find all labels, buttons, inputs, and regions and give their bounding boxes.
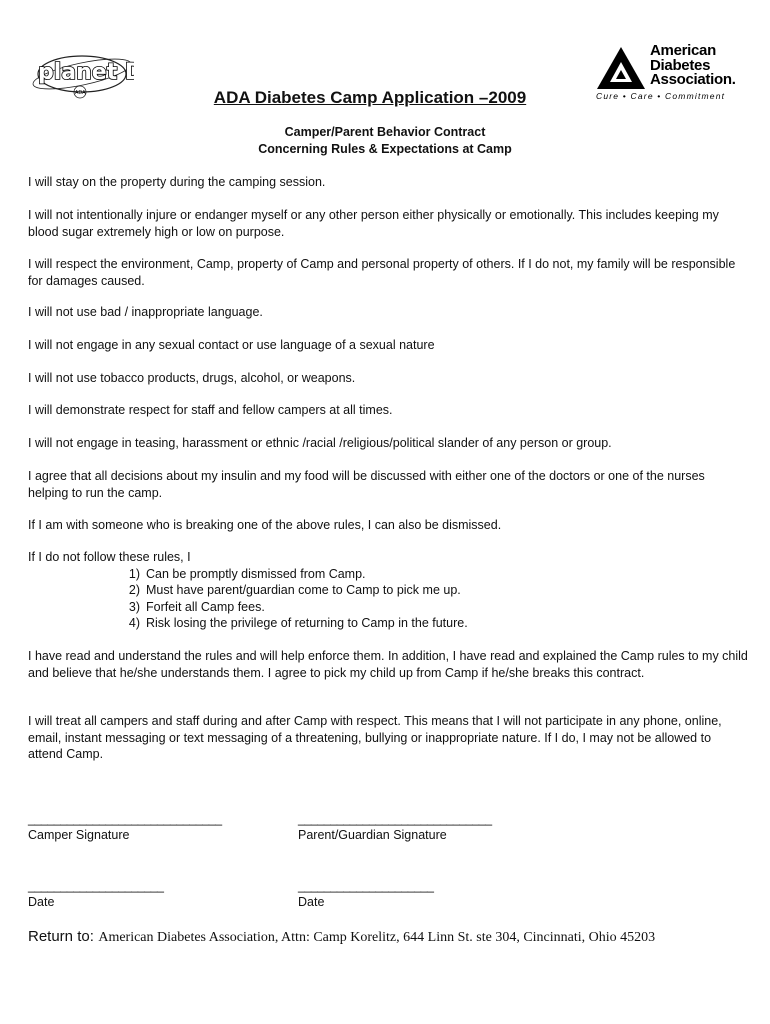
camper-date-line[interactable]: _____________________ <box>28 879 164 893</box>
rule-5: I will not engage in any sexual contact or use language of a sexual nature <box>28 338 435 352</box>
page-title: ADA Diabetes Camp Application –2009 <box>213 88 527 107</box>
rule-9: I agree that all decisions about my insulin and my food will be discussed with either one of the doctors or one of the nurses helping to run the camp. <box>28 469 705 500</box>
consequence-text: Risk losing the privilege of returning to Camp in the future. <box>146 616 468 630</box>
consequence-item-1 <box>116 566 366 583</box>
subtitle-contract: Camper/Parent Behavior Contract <box>284 125 486 139</box>
consequence-item-3 <box>116 599 265 616</box>
ada-name <box>650 44 736 88</box>
rule-2: I will not intentionally injure or endanger myself or any other person either physically or emotionally. This includes keeping my blood sugar extremely high or low on purpose. <box>28 208 719 239</box>
rule-4: I will not use bad / inappropriate language. <box>28 305 263 319</box>
ada-triangle-icon <box>596 46 646 90</box>
rule-10: If I am with someone who is breaking one of the above rules, I can also be dismissed. <box>28 518 502 532</box>
parent-statement: I have read and understand the rules and will help enforce them. In addition, I have read and explained the Camp rules to my child and believe that he/she understands them. I agree to pick my child up from Camp if he/she breaks this contract. <box>28 649 748 680</box>
ada-name-line-1: American <box>650 42 716 59</box>
parent-signature-label: Parent/Guardian Signature <box>298 828 447 842</box>
consequence-item-4 <box>116 615 468 632</box>
camper-signature-label: Camper Signature <box>28 828 130 842</box>
planet-d-small-text: ADA <box>75 90 86 96</box>
rule-3: I will respect the environment, Camp, property of Camp and personal property of others. If I do not, my family will be responsible for damages caused. <box>28 257 736 288</box>
planet-d-text: planet D <box>38 60 134 85</box>
ada-name-line-3: Association. <box>650 71 736 88</box>
consequence-number: 2) <box>128 583 140 597</box>
consequence-item-2 <box>116 582 461 599</box>
rule-6: I will not use tobacco products, drugs, alcohol, or weapons. <box>28 371 356 385</box>
consequence-text: Must have parent/guardian come to Camp to pick me up. <box>146 583 461 597</box>
camper-signature-line[interactable]: ______________________________ <box>28 812 222 826</box>
ada-name-line-2: Diabetes <box>650 56 711 74</box>
ada-tagline: Cure • Care • Commitment <box>596 91 726 101</box>
consequence-text: Can be promptly dismissed from Camp. <box>146 567 366 581</box>
consequence-number: 3) <box>128 600 140 614</box>
parent-date-line[interactable]: _____________________ <box>298 879 434 893</box>
treatment-statement: I will treat all campers and staff during and after Camp with respect. This means that I will not participate in any phone, online, email, instant messaging or text messaging of a threatening, bullying or inappropriate nature. If I do, I may not be allowed to attend Camp. <box>28 714 722 761</box>
subtitle-rules: Concerning Rules & Expectations at Camp <box>258 142 512 156</box>
return-label: Return to: <box>28 928 94 945</box>
rule-1: I will stay on the property during the camping session. <box>28 175 326 189</box>
rule-8: I will not engage in teasing, harassment or ethnic /racial /religious/political slander of any person or group. <box>28 436 612 450</box>
consequence-number: 1) <box>128 567 140 581</box>
consequence-text: Forfeit all Camp fees. <box>146 600 265 614</box>
parent-signature-line[interactable]: ______________________________ <box>298 812 492 826</box>
consequence-number: 4) <box>128 616 140 630</box>
camper-date-label: Date <box>28 895 55 909</box>
parent-date-label: Date <box>298 895 325 909</box>
return-address <box>28 928 655 946</box>
return-address-text: American Diabetes Association, Attn: Camp Korelitz, 644 Linn St. ste 304, Cincinnati, Ohio 45203 <box>98 930 656 945</box>
consequences-intro: If I do not follow these rules, I <box>28 550 191 564</box>
rule-7: I will demonstrate respect for staff and fellow campers at all times. <box>28 403 393 417</box>
